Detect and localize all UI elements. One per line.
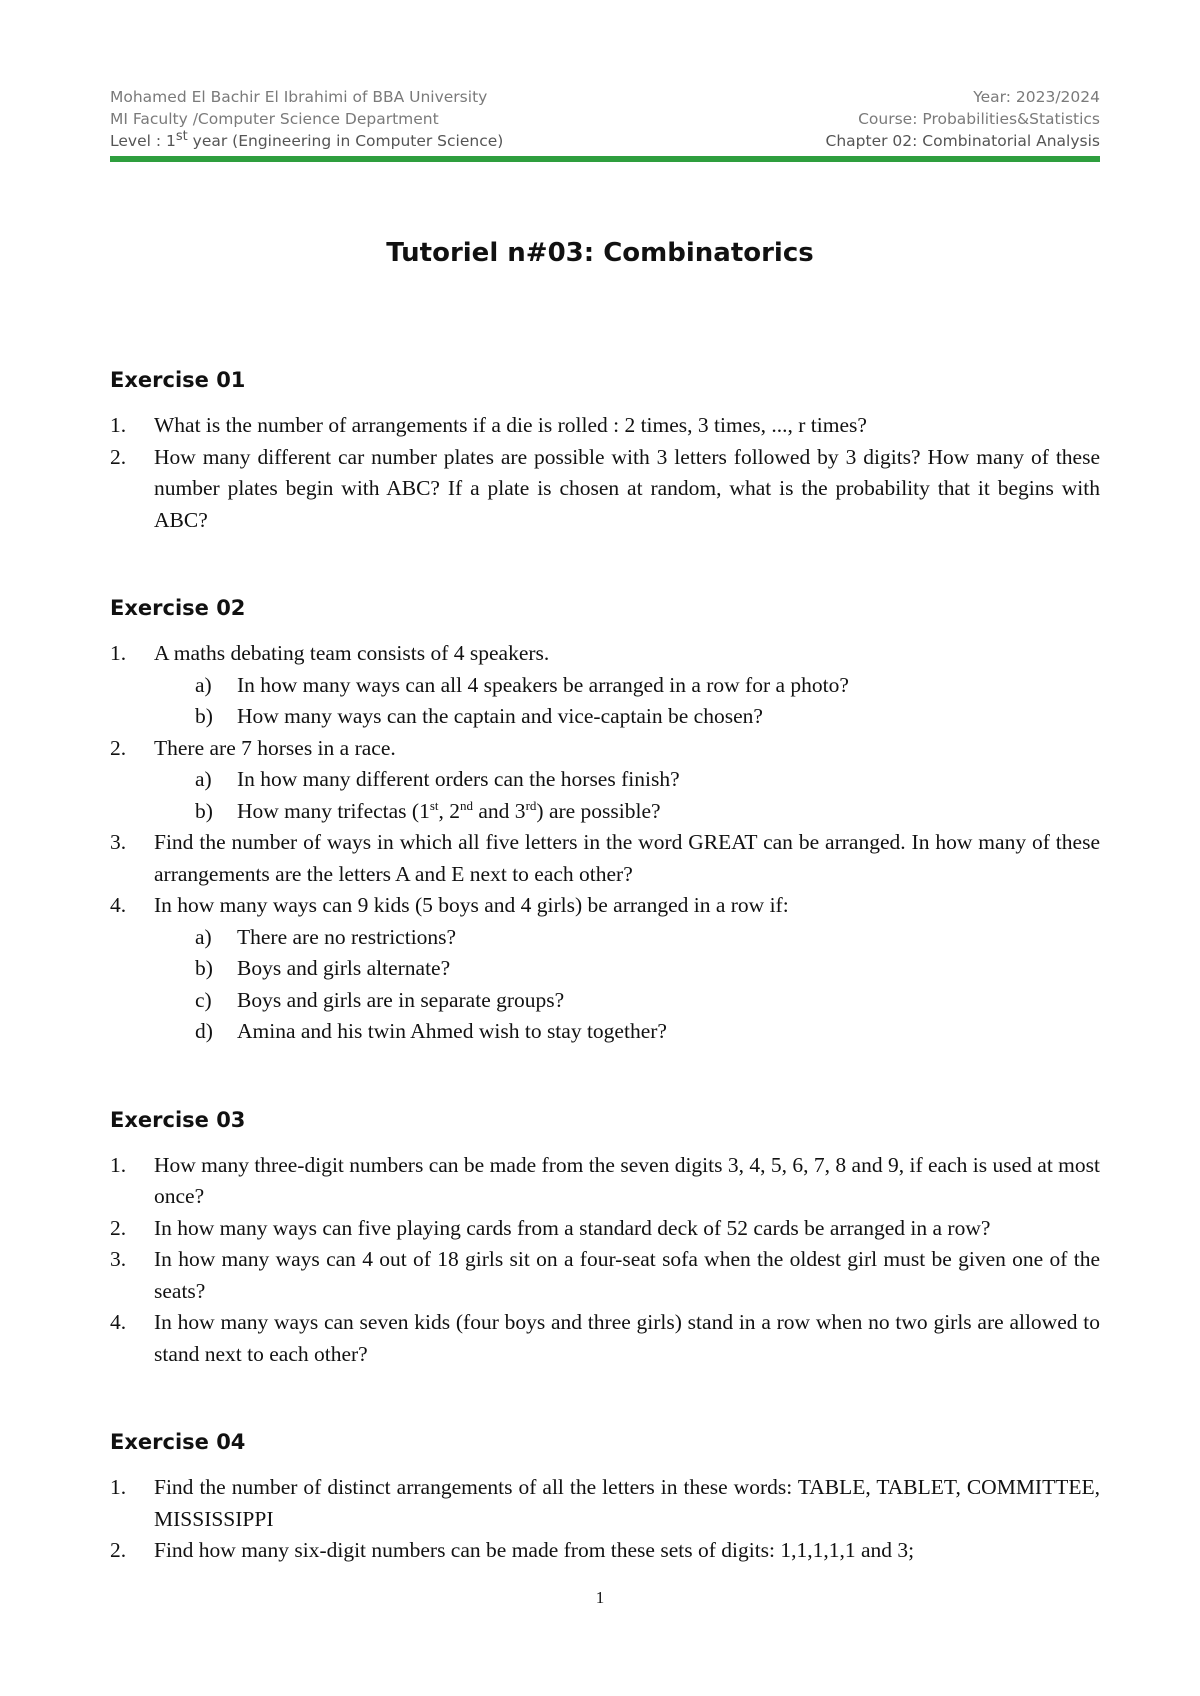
sub-question-item xyxy=(110,985,1100,1017)
exercise-title: Exercise 04 xyxy=(110,1430,246,1454)
sub-question-item xyxy=(110,953,1100,985)
sub-question-item xyxy=(110,670,1100,702)
question-item xyxy=(110,890,1100,922)
question-number: 2. xyxy=(110,444,127,469)
exercise-title: Exercise 03 xyxy=(110,1107,246,1132)
header-row-1 xyxy=(110,86,1100,108)
question-text: How many three-digit numbers can be made from the seven digits 3, 4, 5, 6, 7, 8 and 9, if each is used at most once? xyxy=(154,1152,1100,1208)
question-item xyxy=(110,442,1100,537)
question-list xyxy=(110,410,1100,536)
question-number: 3. xyxy=(110,1247,127,1271)
sub-question-text: Boys and girls alternate? xyxy=(237,956,451,980)
sub-question-label: a) xyxy=(195,924,212,949)
header-divider xyxy=(110,156,1100,162)
exercise-section xyxy=(110,1108,1100,1371)
exercise-title: Exercise 01 xyxy=(110,368,246,392)
exercise-section xyxy=(110,596,1100,1048)
question-text: What is the number of arrangements if a die is rolled : 2 times, 3 times, ..., r times? xyxy=(154,413,867,437)
question-number: 3. xyxy=(110,830,127,854)
question-number: 4. xyxy=(110,893,127,917)
question-text: Find how many six-digit numbers can be made from these sets of digits: 1,1,1,1,1 and 3; xyxy=(154,1538,915,1562)
sub-question-text: How many ways can the captain and vice-captain be chosen? xyxy=(237,704,763,728)
question-item xyxy=(110,1535,1100,1567)
sub-question-text: Boys and girls are in separate groups? xyxy=(237,987,565,1012)
question-text: A maths debating team consists of 4 speakers. xyxy=(154,641,550,665)
sub-question-text: There are no restrictions? xyxy=(237,924,457,949)
university-name: Mohamed El Bachir El Ibrahimi of BBA University xyxy=(110,88,488,106)
sub-question-label: b) xyxy=(195,704,213,728)
header-row-2 xyxy=(110,108,1100,130)
question-item xyxy=(110,733,1100,765)
exercise-title: Exercise 02 xyxy=(110,596,246,620)
sub-question-label: a) xyxy=(195,672,212,697)
question-text: How many different car number plates are possible with 3 letters followed by 3 digits? How many of these number plates begin with ABC? If a plate is chosen at random, what is the probability that it begins with ABC? xyxy=(154,444,1100,532)
sub-question-label: b) xyxy=(195,798,213,823)
question-text: Find the number of distinct arrangements of all the letters in these words: TABLE, TABLET, COMMITTEE, MISSISSIPPI xyxy=(154,1475,1100,1531)
question-item xyxy=(110,1213,1100,1245)
question-number: 1. xyxy=(110,1475,127,1499)
question-number: 2. xyxy=(110,735,127,760)
question-number: 1. xyxy=(110,413,127,437)
study-level: Level : 1st year (Engineering in Computer Science) xyxy=(110,128,504,150)
question-list xyxy=(110,1472,1100,1567)
question-text: There are 7 horses in a race. xyxy=(154,735,396,760)
exercise-section xyxy=(110,1430,1100,1567)
sub-question-item xyxy=(110,701,1100,733)
sub-question-text: Amina and his twin Ahmed wish to stay together? xyxy=(237,1019,667,1043)
sub-question-item xyxy=(110,764,1100,796)
sub-question-item xyxy=(110,922,1100,954)
question-number: 2. xyxy=(110,1538,127,1562)
question-item xyxy=(110,1244,1100,1307)
sub-question-item xyxy=(110,1016,1100,1048)
exercises-content xyxy=(110,368,1100,1627)
question-list xyxy=(110,638,1100,1048)
sub-question-label: d) xyxy=(195,1019,213,1043)
question-text: Find the number of ways in which all five letters in the word GREAT can be arranged. In how many of these arrangements are the letters A and E next to each other? xyxy=(154,830,1100,886)
exercise-section xyxy=(110,368,1100,536)
question-number: 1. xyxy=(110,1152,127,1177)
course-name: Course: Probabilities&Statistics xyxy=(858,110,1100,128)
question-number: 4. xyxy=(110,1310,127,1334)
sub-question-label: b) xyxy=(195,956,213,980)
chapter-name: Chapter 02: Combinatorial Analysis xyxy=(825,132,1100,150)
academic-year: Year: 2023/2024 xyxy=(973,88,1100,106)
question-text: In how many ways can seven kids (four boys and three girls) stand in a row when no two girls are allowed to stand next to each other? xyxy=(154,1310,1100,1366)
question-number: 1. xyxy=(110,641,127,665)
sub-question-item xyxy=(110,796,1100,828)
question-item xyxy=(110,1307,1100,1370)
sub-question-text: In how many different orders can the horses finish? xyxy=(237,767,680,791)
faculty-department: MI Faculty /Computer Science Department xyxy=(110,110,439,128)
sub-question-text: How many trifectas (1st, 2nd and 3rd) are possible? xyxy=(237,797,661,823)
question-item xyxy=(110,827,1100,890)
question-list xyxy=(110,1150,1100,1371)
question-text: In how many ways can 9 kids (5 boys and 4 girls) be arranged in a row if: xyxy=(154,893,789,917)
header-row-3 xyxy=(110,130,1100,152)
page-header xyxy=(110,86,1100,152)
sub-question-label: a) xyxy=(195,767,212,791)
question-number: 2. xyxy=(110,1215,127,1240)
page-number: 1 xyxy=(595,1588,605,1607)
sub-question-text: In how many ways can all 4 speakers be arranged in a row for a photo? xyxy=(237,672,849,697)
question-item xyxy=(110,410,1100,442)
question-item xyxy=(110,638,1100,670)
question-item xyxy=(110,1150,1100,1213)
question-text: In how many ways can five playing cards from a standard deck of 52 cards be arranged in a row? xyxy=(154,1215,991,1240)
question-text: In how many ways can 4 out of 18 girls sit on a four-seat sofa when the oldest girl must be given one of the seats? xyxy=(154,1247,1100,1303)
question-item xyxy=(110,1472,1100,1535)
sub-question-label: c) xyxy=(195,987,212,1012)
page-title: Tutoriel n#03: Combinatorics xyxy=(386,238,814,268)
